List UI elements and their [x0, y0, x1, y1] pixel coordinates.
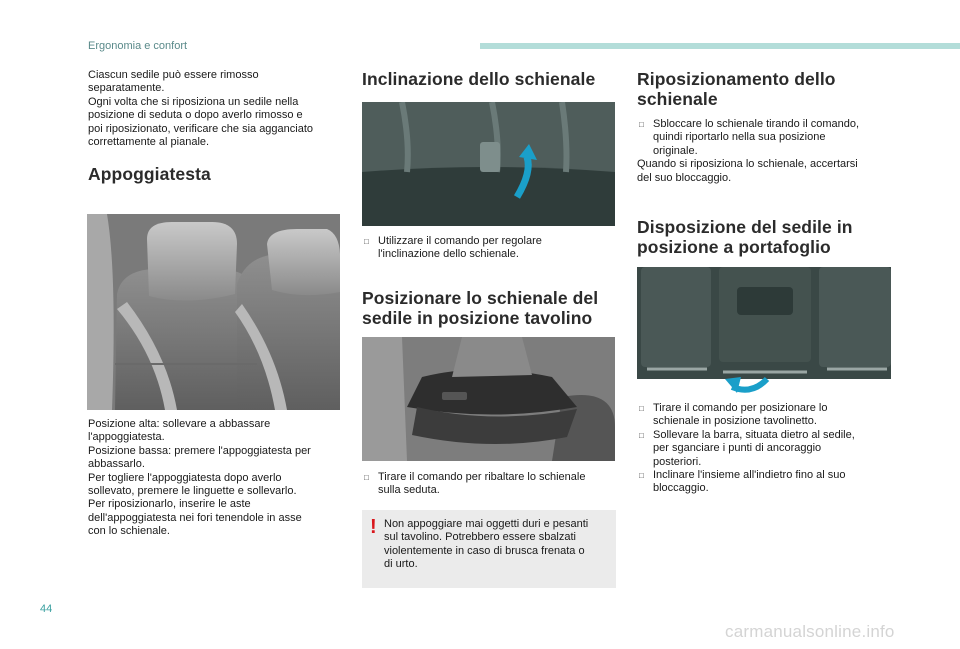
text-line: abbassarlo.: [88, 458, 145, 471]
text-line: Sollevare la barra, situata dietro al sedile,: [653, 428, 855, 441]
heading-appoggiatesta: Appoggiatesta: [88, 164, 211, 184]
text-line: l'appoggiatesta.: [88, 431, 165, 444]
heading-riposizionamento: [637, 69, 836, 109]
text-line: Non appoggiare mai oggetti duri e pesanti: [384, 518, 589, 530]
text-line: Utilizzare il comando per regolare: [378, 235, 542, 247]
recline-instruction: [362, 235, 615, 262]
text-line: con lo schienale.: [88, 525, 170, 538]
table-instruction: [362, 471, 615, 498]
text-line: originale.: [653, 144, 698, 157]
text-line: Per togliere l'appoggiatesta dopo averlo: [88, 471, 282, 484]
heading-line: Disposizione del sedile in: [637, 217, 853, 237]
text-line: per sganciare i punti di ancoraggio: [653, 442, 822, 455]
heading-line: Riposizionamento dello: [637, 69, 836, 89]
backrest-recline-illustration: [362, 102, 615, 226]
bullet-square-icon: □: [639, 471, 644, 481]
text-line: Inclinare l'insieme all'indietro fino al suo: [653, 469, 846, 482]
text-line: l'inclinazione dello schienale.: [378, 248, 519, 261]
text-line: Quando si riposiziona lo schienale, accertarsi: [637, 158, 858, 171]
bullet-square-icon: □: [639, 120, 644, 129]
text-line: sollevato, premere le linguette e sollevarlo.: [88, 485, 297, 498]
section-title: Ergonomia e confort: [88, 40, 188, 52]
bullet-square-icon: □: [639, 404, 644, 413]
bullet-square-icon: □: [364, 237, 369, 246]
bullet-item: [637, 429, 892, 469]
heading-portafoglio: [637, 217, 853, 257]
heading-tavolino: [362, 288, 598, 328]
reposition-instruction: [637, 118, 892, 185]
headrest-illustration: [87, 214, 340, 410]
text-line: Sbloccare lo schienale tirando il comando,: [653, 118, 860, 130]
bullet-square-icon: □: [364, 473, 369, 482]
text-line: del suo bloccaggio.: [637, 171, 732, 184]
text-line: schienale in posizione tavolinetto.: [653, 415, 817, 428]
text-line: sulla seduta.: [378, 484, 440, 497]
headrest-description: [88, 418, 348, 539]
text-line: Posizione alta: sollevare a abbassare: [88, 418, 271, 430]
watermark-text: carmanualsonline.info: [725, 622, 895, 641]
heading-inclinazione: Inclinazione dello schienale: [362, 69, 596, 89]
heading-line: posizione a portafoglio: [637, 237, 831, 257]
bullet-item: [362, 235, 615, 262]
text-line: dell'appoggiatesta nei fori tenendole in asse: [88, 511, 302, 524]
text-line: quindi riportarlo nella sua posizione: [653, 131, 826, 144]
table-position-illustration: [362, 337, 615, 461]
heading-line: sedile in posizione tavolino: [362, 308, 593, 328]
text-line: Tirare il comando per ribaltare lo schienale: [378, 471, 586, 483]
text-line: Tirare il comando per posizionare lo: [653, 402, 828, 414]
heading-line: Posizionare lo schienale del: [362, 288, 599, 308]
bullet-square-icon: □: [639, 430, 644, 440]
text-line: Posizione bassa: premere l'appoggiatesta per: [88, 444, 311, 457]
text-line: separatamente.: [88, 82, 165, 95]
header-bar: [480, 43, 960, 49]
warning-exclamation-icon: !: [370, 516, 377, 538]
text-line: Per riposizionarlo, inserire le aste: [88, 498, 251, 511]
bullet-item: [637, 402, 892, 429]
text-line: correttamente al pianale.: [88, 136, 210, 149]
text-line: di urto.: [384, 558, 418, 571]
wallet-position-illustration: [637, 267, 891, 397]
text-line: sul tavolino. Potrebbero essere sbalzati: [384, 531, 576, 544]
intro-text: [88, 69, 348, 149]
heading-line: schienale: [637, 89, 718, 109]
text-line: posteriori.: [653, 455, 702, 468]
text-line: Ogni volta che si riposiziona un sedile nella: [88, 95, 299, 108]
warning-text: [384, 518, 612, 572]
text-line: bloccaggio.: [653, 482, 709, 495]
text-line: Ciascun sedile può essere rimosso: [88, 69, 259, 81]
text-line: poi riposizionato, verificare che sia agganciato: [88, 122, 314, 135]
warning-box: [362, 510, 616, 588]
text-line: posizione di seduta o dopo averlo rimosso e: [88, 109, 303, 122]
bullet-item: [362, 471, 615, 498]
bullet-item: [637, 118, 892, 158]
bullet-item: [637, 469, 892, 496]
page-number: 44: [40, 603, 53, 615]
text-line: violentemente in caso di brusca frenata o: [384, 544, 585, 557]
wallet-instructions: [637, 402, 892, 496]
